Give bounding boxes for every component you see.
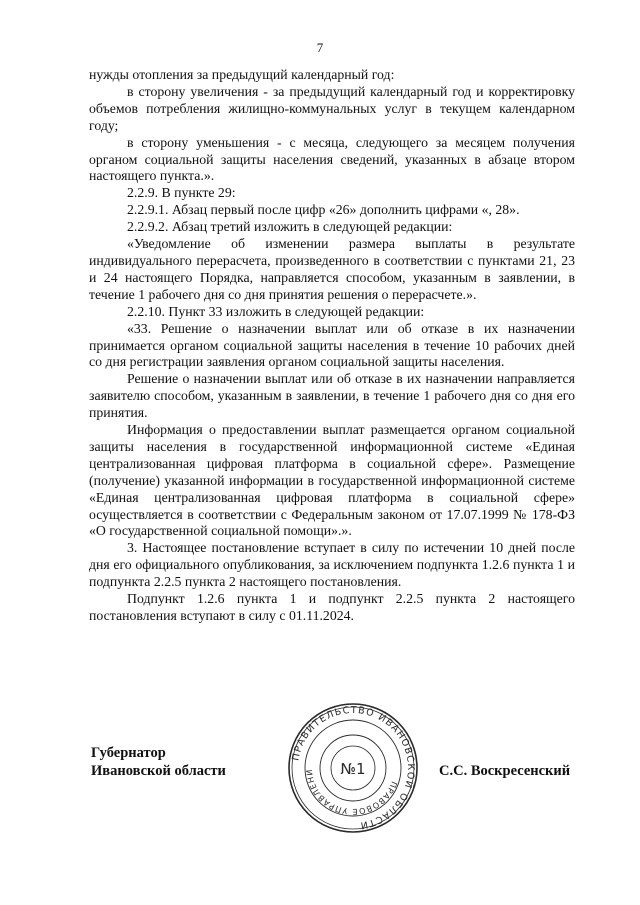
paragraph: 2.2.9.2. Абзац третий изложить в следующей редакции: (127, 219, 453, 235)
paragraph: 2.2.9.1. Абзац первый после цифр «26» дополнить цифрами «, 28». (127, 202, 520, 218)
page-number: 7 (316, 40, 324, 55)
paragraph: 3. Настоящее постановление вступает в силу по истечении 10 дней после дня его официального опубликования, за исключением подпункта 1.2.6 пункта 1 и подпункта 2.2.5 пункта 2 настоящего постановления. (89, 540, 575, 590)
paragraph: 2.2.9. В пункте 29: (127, 185, 236, 201)
paragraph: «Уведомление об изменении размера выплаты в результате индивидуального перерасчета, произведенного в соответствии с пунктами 21, 23 и 24 настоящего Порядка, направляется способом, указанным в заявлении, в течение 1 рабочего дня со дня принятия решения о перерасчете.». (89, 236, 575, 302)
paragraph: нужды отопления за предыдущий календарный год: (89, 67, 395, 82)
paragraph: в сторону уменьшения - с месяца, следующего за месяцем получения органом социальной защиты населения сведений, указанных в абзаце втором настоящего пункта.». (89, 134, 575, 184)
seal-inner-text: ПРАВОВОЕ УПРАВЛЕНИ (304, 768, 399, 817)
signatory-position: Губернатор (91, 745, 166, 761)
paragraph: в сторону увеличения - за предыдущий календарный год и корректировку объемов потребления жилищно-коммунальных услуг в текущем календарном году; (89, 83, 575, 133)
paragraph: Подпункт 1.2.6 пункта 1 и подпункт 2.2.5 пункта 2 настоящего постановления вступают в силу с 01.11.2024. (89, 591, 575, 623)
paragraph: 2.2.10. Пункт 33 изложить в следующей редакции: (127, 303, 425, 319)
paragraph: Решение о назначении выплат или об отказе в их назначении направляется заявителю способом, указанным в заявлении, в течение 1 рабочего дня со дня его принятия. (89, 371, 575, 421)
official-seal (278, 698, 428, 838)
seal-outer-text: ПРАВИТЕЛЬСТВО ИВАНОВСКОЙ ОБЛАСТИ (290, 704, 417, 831)
paragraph: Информация о предоставлении выплат размещается органом социальной защиты населения в государственной информационной системе «Единая централизованная цифровая платформа в социальной сфере». Размещение (получение) указанной информации в государственной информационной системе «Единая централизованная цифровая платформа в социальной сфере» осуществляется в соответствии с Федеральным законом от 17.07.1999 № 178-ФЗ «О государственной социальной помощи».». (89, 422, 575, 539)
signatory-title (91, 744, 226, 780)
document-body (89, 67, 575, 625)
seal-number: №1 (340, 760, 366, 778)
paragraph: «33. Решение о назначении выплат или об отказе в их назначении принимается органом социальной защиты населения в течение 10 рабочих дней со дня регистрации заявления органом социальной защиты населения. (89, 320, 575, 370)
signatory-region: Ивановской области (91, 763, 226, 779)
signatory-name: С.С. Воскресенский (439, 763, 571, 779)
